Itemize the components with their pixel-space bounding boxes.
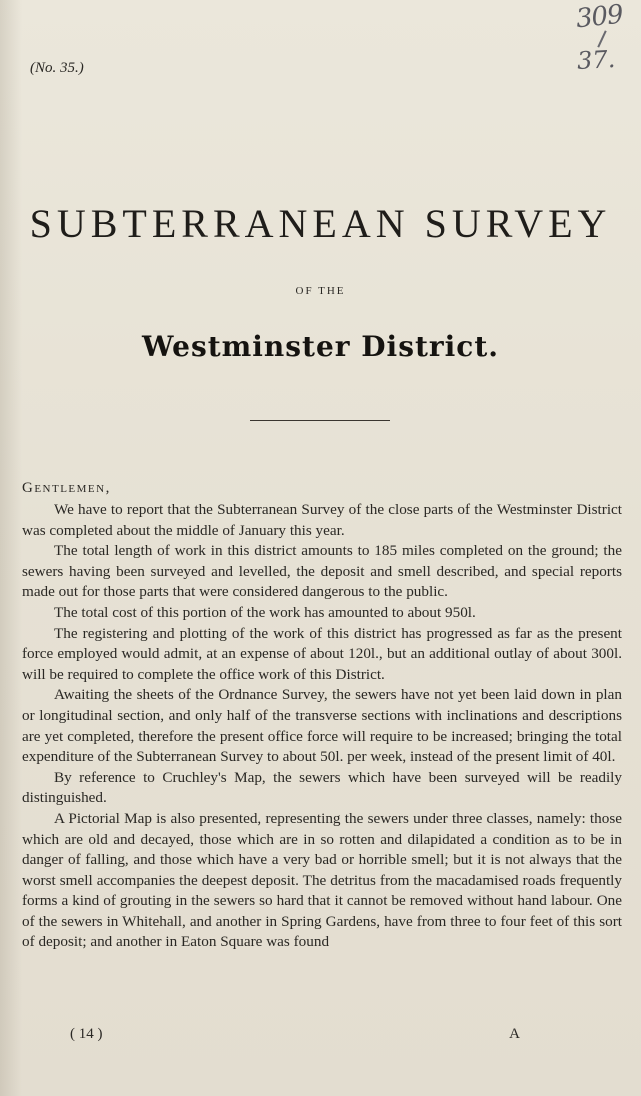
handwritten-annotation bbox=[563, 2, 629, 92]
paragraph-6: By reference to Cruchley's Map, the sewers which have been surveyed will be readily distinguished. bbox=[22, 768, 622, 807]
page-number: ( 14 ) bbox=[70, 1026, 103, 1042]
paragraph-4: The registering and plotting of the work of this district has progressed as far as the present force employed would admit, at an expense of about 120l., but an additional outlay of about 300l. will be required to complete the office work of this District. bbox=[22, 624, 622, 683]
salutation: Gentlemen, bbox=[22, 480, 111, 496]
paragraph-5: Awaiting the sheets of the Ordnance Survey, the sewers have not yet been laid down in plan or longitudinal section, and only half of the transverse sections with inclinations and descriptions are yet completed, therefore the present office force will require to be increased; bringing the total expenditure of the Subterranean Survey to about 50l. per week, instead of the present limit of 40l. bbox=[22, 686, 622, 766]
paragraph-7: A Pictorial Map is also presented, representing the sewers under three classes, namely: those which are old and decayed, those which are in so rotten and dilapidated a condition as to be in danger of falling, and those which have a very bad or horrible smell; but it is not always that the worst smell accompanies the deepest deposit. The detritus from the macadamised roads frequently forms a kind of grouting in the sewers so hard that it cannot be removed without hand labour. One of the sewers in Whitehall, and another in Spring Gardens, have from three to four feet of this sort of deposit; and another in Eaton Square was found bbox=[22, 809, 622, 951]
district-heading: Westminster District. bbox=[141, 330, 500, 363]
report-body bbox=[22, 500, 622, 953]
paragraph-2: The total length of work in this district amounts to 185 miles completed on the ground; the sewers having been surveyed and levelled, the deposit and smell described, and special reports made out for those parts that were considered dangerous to the public. bbox=[22, 542, 622, 601]
handwritten-number-bottom: 37. bbox=[576, 45, 616, 75]
document-number: (No. 35.) bbox=[30, 60, 84, 76]
paragraph-1: We have to report that the Subterranean Survey of the close parts of the Westminster District was completed about the middle of January this year. bbox=[22, 501, 622, 539]
title-divider-rule bbox=[250, 420, 390, 421]
document-title: SUBTERRANEAN SURVEY bbox=[29, 201, 612, 246]
paragraph-3: The total cost of this portion of the work has amounted to about 950l. bbox=[54, 603, 476, 621]
signature-mark: A bbox=[509, 1026, 520, 1042]
title-connector: OF THE bbox=[295, 285, 346, 297]
handwritten-number-top: 309 bbox=[574, 0, 625, 35]
